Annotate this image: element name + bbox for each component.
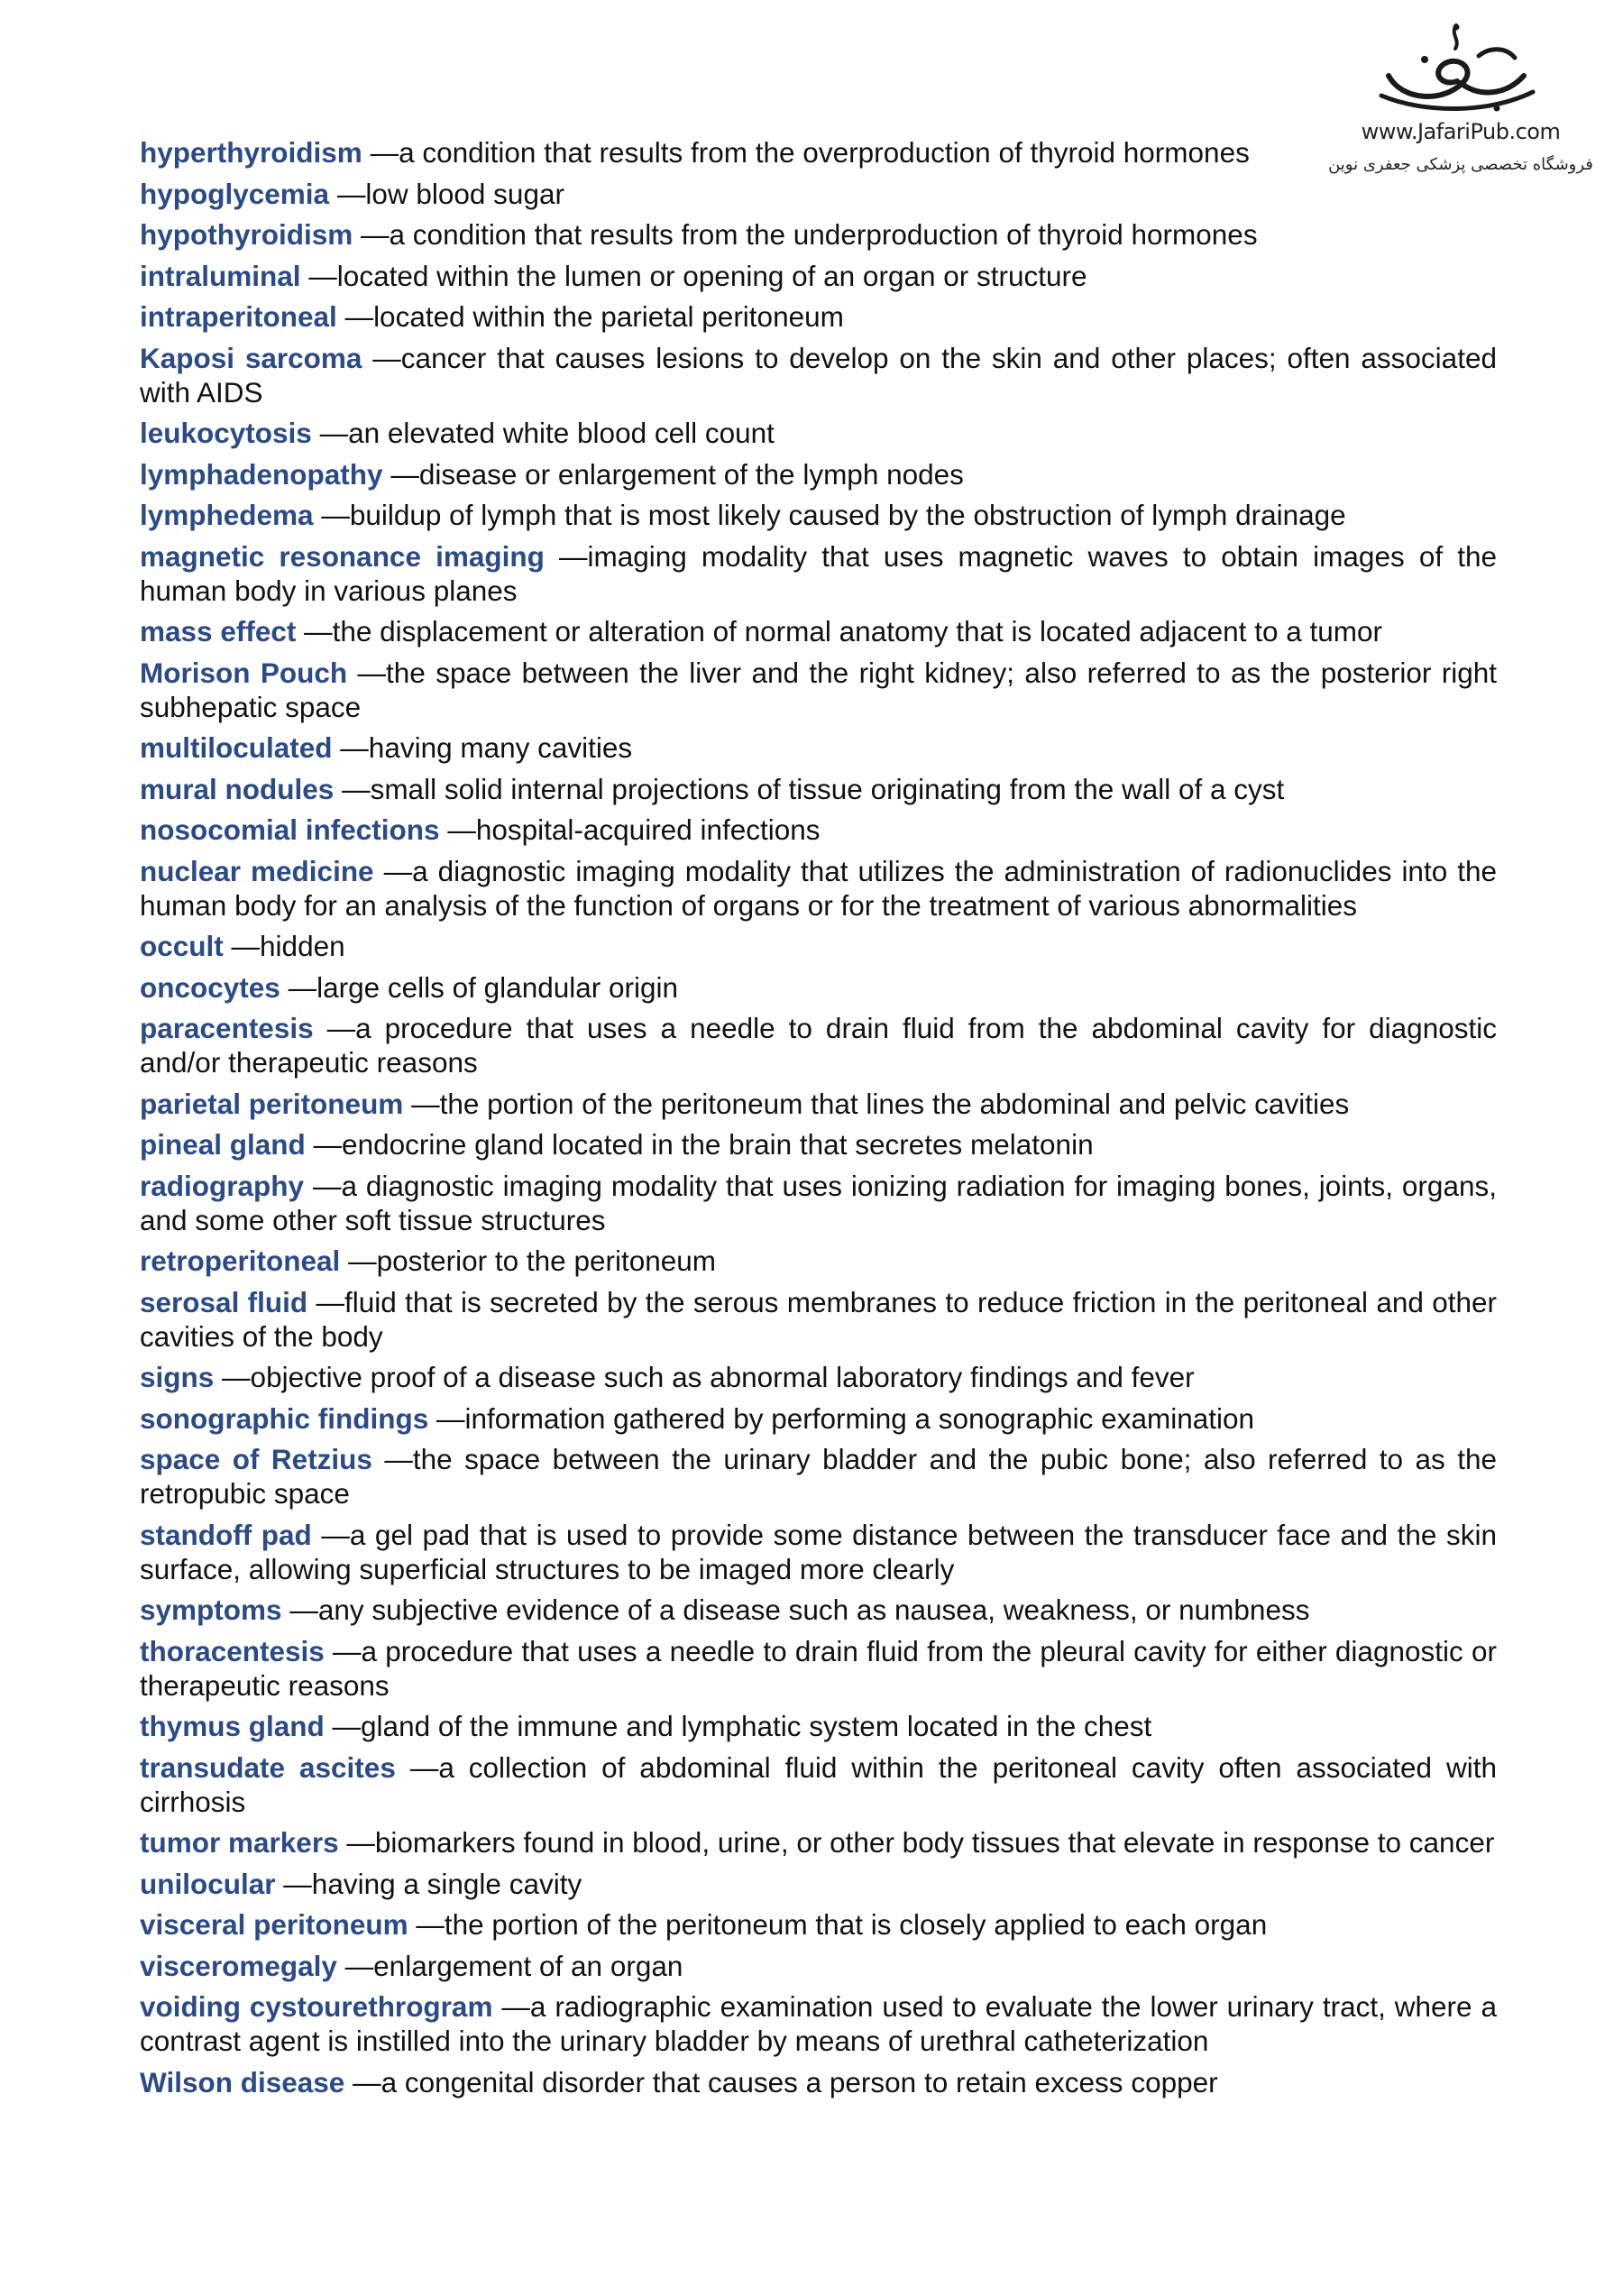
glossary-entry <box>140 1442 1497 1511</box>
glossary-entry <box>140 772 1497 806</box>
glossary-definition: —hidden <box>231 930 345 962</box>
glossary-definition: —a gel pad that is used to provide some distance between the transducer face and the skin surface, allowing superficial structures to be imaged more clearly <box>140 1518 1497 1585</box>
glossary-entry <box>140 813 1497 847</box>
glossary-entry <box>140 539 1497 608</box>
glossary-definition: —hospital-acquired infections <box>447 813 821 846</box>
glossary-definition: —buildup of lymph that is most likely caused by the obstruction of lymph drainage <box>321 499 1346 531</box>
glossary-entry <box>140 1518 1497 1586</box>
glossary-definition: —a radiographic examination used to evaluate the lower urinary tract, where a contrast agent is instilled into the urinary bladder by means of urethral catheterization <box>140 1990 1497 2057</box>
glossary-definition: —having a single cavity <box>283 1867 582 1900</box>
glossary-definition: —large cells of glandular origin <box>288 970 679 1004</box>
glossary-term: visceral peritoneum <box>140 1908 408 1941</box>
glossary-term: radiography <box>140 1169 305 1202</box>
glossary-term: leukocytosis <box>140 417 312 449</box>
glossary-definition: —objective proof of a disease such as abnormal laboratory findings and fever <box>222 1361 1195 1393</box>
glossary-entry <box>140 177 1497 211</box>
glossary-term: symptoms <box>140 1593 282 1626</box>
glossary-entry <box>140 929 1497 963</box>
glossary-definition: —posterior to the peritoneum <box>348 1244 717 1277</box>
glossary-definition: —biomarkers found in blood, urine, or other body tissues that elevate in response to cancer <box>346 1826 1495 1859</box>
glossary-definition: —cancer that causes lesions to develop on the skin and other places; often associated with AIDS <box>140 341 1497 409</box>
glossary-definition: —imaging modality that uses magnetic waves to obtain images of the human body in various planes <box>140 539 1497 607</box>
glossary-entry <box>140 457 1497 491</box>
glossary-term: signs <box>140 1361 215 1393</box>
glossary-term: visceromegaly <box>140 1949 337 1982</box>
calligraphy-logo-icon <box>1371 20 1542 119</box>
glossary-definition: —a collection of abdominal fluid within the peritoneal cavity often associated with cirrhosis <box>140 1750 1497 1818</box>
publisher-url: www.JafariPub.com <box>1361 119 1561 144</box>
glossary-term: lymphedema <box>140 499 314 531</box>
glossary-term: sonographic findings <box>140 1401 429 1435</box>
glossary-term: hyperthyroidism <box>140 136 362 169</box>
glossary-term: unilocular <box>140 1867 276 1900</box>
glossary-term: oncocytes <box>140 970 280 1004</box>
glossary-entry <box>140 2065 1497 2099</box>
glossary-entry <box>140 1867 1497 1901</box>
glossary-definition: —disease or enlargement of the lymph nodes <box>390 457 964 491</box>
glossary-term: paracentesis <box>140 1012 314 1044</box>
glossary-entry <box>140 1750 1497 1819</box>
glossary-entry <box>140 498 1497 532</box>
glossary-entry <box>140 1127 1497 1162</box>
glossary-entry <box>140 1593 1497 1627</box>
glossary-entry <box>140 416 1497 450</box>
glossary-entry <box>140 299 1497 334</box>
glossary-entry <box>140 614 1497 648</box>
glossary-term: magnetic resonance imaging <box>140 539 545 573</box>
glossary-entry <box>140 1011 1497 1079</box>
glossary-definition: —having many cavities <box>340 731 633 764</box>
glossary-term: nosocomial infections <box>140 813 440 846</box>
glossary-entry <box>140 1360 1497 1394</box>
glossary-entry <box>140 1169 1497 1237</box>
glossary-term: voiding cystourethrogram <box>140 1990 493 2023</box>
glossary-entry <box>140 1244 1497 1278</box>
glossary-term: multiloculated <box>140 731 333 764</box>
glossary-term: standoff pad <box>140 1518 312 1551</box>
glossary-entry <box>140 1825 1497 1860</box>
glossary-entry <box>140 1401 1497 1436</box>
glossary-entry <box>140 970 1497 1005</box>
glossary-term: Wilson disease <box>140 2065 345 2099</box>
glossary-term: space of Retzius <box>140 1443 372 1475</box>
glossary-term: pineal gland <box>140 1128 306 1161</box>
glossary-term: lymphadenopathy <box>140 457 383 491</box>
glossary-entry <box>140 1634 1497 1703</box>
glossary-entry <box>140 1907 1497 1942</box>
glossary-term: retroperitoneal <box>140 1244 341 1277</box>
glossary-definition: —located within the parietal peritoneum <box>344 300 844 333</box>
glossary-definition: —endocrine gland located in the brain that secretes melatonin <box>313 1128 1094 1161</box>
glossary-definition: —the portion of the peritoneum that is closely applied to each organ <box>416 1908 1268 1941</box>
glossary-definition: —a diagnostic imaging modality that uses ionizing radiation for imaging bones, joints, organs, and some other soft tissue structures <box>140 1169 1497 1236</box>
glossary-term: intraperitoneal <box>140 300 337 333</box>
glossary-definition: —small solid internal projections of tissue originating from the wall of a cyst <box>342 772 1285 805</box>
glossary-definition: —gland of the immune and lymphatic system located in the chest <box>332 1710 1152 1742</box>
glossary-term: Morison Pouch <box>140 656 348 689</box>
glossary-term: intraluminal <box>140 259 301 292</box>
glossary-term: thoracentesis <box>140 1634 325 1667</box>
glossary-definition: —information gathered by performing a sonographic examination <box>436 1401 1255 1435</box>
glossary-definition: —a condition that results from the overproduction of thyroid hormones <box>370 136 1250 169</box>
glossary-entry <box>140 1285 1497 1354</box>
glossary-definition: —any subjective evidence of a disease such as nausea, weakness, or numbness <box>289 1593 1310 1626</box>
glossary-definition: —located within the lumen or opening of an organ or structure <box>308 259 1087 292</box>
glossary-definition: —a congenital disorder that causes a person to retain excess copper <box>353 2065 1218 2099</box>
glossary-entry <box>140 1989 1497 2058</box>
glossary-term: nuclear medicine <box>140 854 374 887</box>
glossary-definition: —fluid that is secreted by the serous membranes to reduce friction in the peritoneal and other cavities of the body <box>140 1285 1497 1353</box>
glossary-term: hypoglycemia <box>140 177 330 210</box>
glossary-term: transudate ascites <box>140 1750 396 1784</box>
glossary-term: Kaposi sarcoma <box>140 341 362 374</box>
glossary-entry <box>140 259 1497 293</box>
publisher-tagline: فروشگاه تخصصی پزشکی جعفری نوین <box>1328 155 1593 174</box>
glossary-term: parietal peritoneum <box>140 1087 404 1120</box>
glossary-definition: —a procedure that uses a needle to drain fluid from the pleural cavity for either diagnostic or therapeutic reasons <box>140 1634 1497 1702</box>
glossary-term: serosal fluid <box>140 1285 308 1318</box>
glossary-entry <box>140 341 1497 409</box>
glossary-entry <box>140 217 1497 252</box>
glossary-entry <box>140 730 1497 765</box>
glossary-term: hypothyroidism <box>140 218 353 251</box>
glossary-term: thymus gland <box>140 1710 325 1742</box>
glossary-term: mural nodules <box>140 772 335 805</box>
glossary-term: occult <box>140 930 224 962</box>
glossary-entry <box>140 1949 1497 1983</box>
glossary-definition: —a condition that results from the underproduction of thyroid hormones <box>361 218 1258 251</box>
glossary-definition: —an elevated white blood cell count <box>319 417 775 449</box>
glossary-entry <box>140 854 1497 923</box>
glossary-term: tumor markers <box>140 1826 339 1859</box>
glossary-definition: —the displacement or alteration of normal anatomy that is located adjacent to a tumor <box>304 615 1383 647</box>
glossary-definition: —the space between the liver and the right kidney; also referred to as the posterior right subhepatic space <box>140 656 1497 723</box>
glossary-entry <box>140 1709 1497 1743</box>
glossary-definition: —enlargement of an organ <box>344 1949 683 1982</box>
glossary-entry <box>140 135 1497 170</box>
glossary-definition: —the space between the urinary bladder and the pubic bone; also referred to as the retropubic space <box>140 1443 1497 1510</box>
glossary-definition: —the portion of the peritoneum that lines the abdominal and pelvic cavities <box>411 1087 1350 1120</box>
glossary-definition: —low blood sugar <box>336 177 564 210</box>
glossary-term: mass effect <box>140 615 297 647</box>
glossary-definition: —a diagnostic imaging modality that utilizes the administration of radionuclides into the human body for an analysis of the function of organs or for the treatment of various abnormalities <box>140 854 1497 922</box>
glossary-entry <box>140 656 1497 724</box>
glossary-entry <box>140 1087 1497 1121</box>
glossary-definition: —a procedure that uses a needle to drain fluid from the abdominal cavity for diagnostic and/or therapeutic reasons <box>140 1012 1497 1079</box>
glossary-list <box>140 135 1497 2106</box>
